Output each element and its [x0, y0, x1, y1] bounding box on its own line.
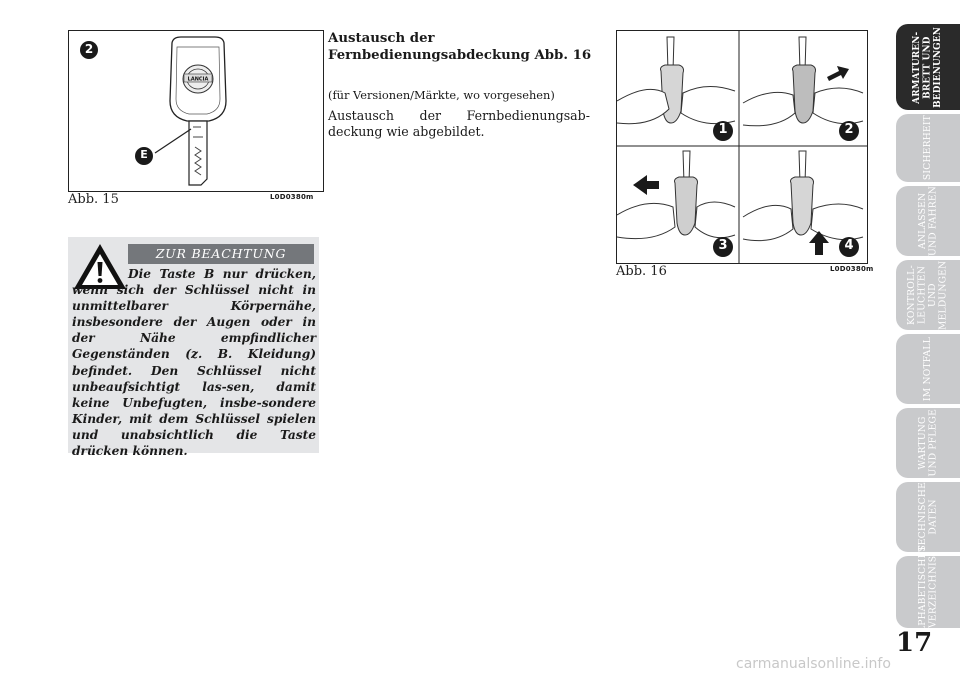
tab-label: ANLASSEN UND FAHREN	[916, 186, 938, 256]
logo-lettering: LANCIA	[187, 76, 209, 83]
figure-16-caption: Abb. 16	[616, 264, 667, 279]
tab-label: TECHNISCHE DATEN	[916, 482, 938, 552]
tab-armaturenbrett[interactable]	[896, 24, 960, 110]
section-subtitle: (für Versionen/Märkte, wo vorgesehen)	[328, 88, 555, 102]
figure-16	[616, 30, 868, 264]
step-3-label: 3	[718, 238, 728, 253]
remote-cover-steps-illustration	[617, 31, 867, 263]
marker-e-label: E	[140, 148, 148, 161]
marker-2-label: 2	[84, 42, 94, 56]
tab-label: ARMATUREN- BRETT UND BEDIENUNGEN	[912, 26, 944, 108]
figure-16-code: L0D0380m	[830, 265, 874, 273]
tab-im-notfall[interactable]	[896, 334, 960, 404]
tab-sicherheit[interactable]	[896, 114, 960, 182]
page-number: 17	[896, 628, 933, 658]
tab-label: KONTROLL- LEUCHTEN UND MELDUNGEN	[906, 260, 949, 330]
tab-alphabetisches-verzeichnis[interactable]	[896, 545, 960, 639]
tab-label: WARTUNG UND PFLEGE	[916, 409, 938, 477]
figure-15-code: L0D0380m	[270, 193, 314, 201]
tab-anlassen-und-fahren[interactable]	[896, 186, 960, 256]
tab-wartung-und-pflege[interactable]	[896, 408, 960, 478]
step-1-label: 1	[718, 122, 728, 137]
tab-label: IM NOTFALL	[921, 336, 933, 402]
warning-heading: ZUR BEACHTUNG	[128, 244, 314, 264]
step-4-label: 4	[844, 238, 854, 253]
figure-15-caption: Abb. 15	[68, 192, 119, 207]
key-illustration	[69, 31, 323, 191]
figure-15	[68, 30, 324, 192]
tab-label: ALPHABETISCHES VERZEICHNIS	[916, 545, 938, 639]
tab-technische-daten[interactable]	[896, 482, 960, 552]
step-2-label: 2	[844, 122, 854, 137]
section-body: Austausch der Fernbedienungsab-deckung wie abgebildet.	[328, 108, 590, 139]
tab-label: SICHERHEIT	[921, 115, 933, 181]
section-title: Austausch der Fernbedienungsabdeckung Abb. 16	[328, 31, 592, 63]
tab-kontrollleuchten[interactable]	[896, 260, 960, 330]
watermark: carmanualsonline.info	[736, 656, 891, 672]
warning-text: Die Taste B nur drücken, wenn sich der Schlüssel nicht in unmittelbarer Körpernähe, insbesondere der Augen oder in der Nähe empfindlicher Gegenständen (z. B. Kleidung) befindet. Den Schlüssel nicht unbeaufsichtigt las-sen, damit keine Unbefugten, insbe-sondere Kinder, mit dem Schlüssel spielen und unabsichtlich die Taste drücken können.	[72, 267, 316, 459]
